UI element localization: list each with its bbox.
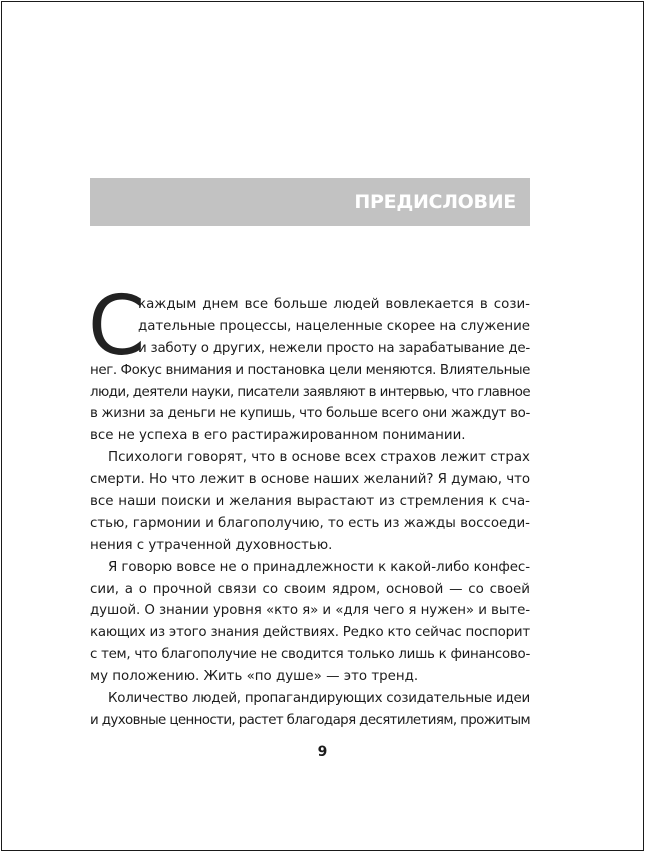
text-line: Количество людей, пропагандирующих созидательные идеи xyxy=(108,691,530,707)
text-line: стью, гармонии и благополучию, то есть из жажды воссоеди- xyxy=(90,515,530,531)
paragraph-3 xyxy=(90,557,530,688)
text-line: нения с утраченной духовностью. xyxy=(90,537,333,553)
book-page xyxy=(1,1,644,851)
text-line: душой. О знании уровня «кто я» и «для чего я нужен» и выте- xyxy=(90,603,530,619)
text-line: дательные процессы, нацеленные скорее на служение xyxy=(138,318,531,334)
body-text xyxy=(88,279,531,732)
text-line: и духовные ценности, растет благодаря десятилетиям, прожитым xyxy=(90,712,530,728)
text-line: каждым днем все больше людей вовлекается в сози- xyxy=(138,297,530,312)
page-number: 9 xyxy=(317,744,328,760)
chapter-header-bar xyxy=(90,178,530,226)
text-line: люди, деятели науки, писатели заявляют в интервью, что главное xyxy=(90,384,531,400)
text-line: кающих из этого знания действиях. Редко кто сейчас поспорит xyxy=(90,625,530,641)
text-line: в жизни за деньги не купишь, что больше всего они жаждут во- xyxy=(90,406,530,422)
text-line: нег. Фокус внимания и постановка цели меняются. Влиятельные xyxy=(90,362,530,378)
drop-cap: С xyxy=(88,279,146,374)
text-line: сии, а о прочной связи со своим ядром, основой — со своей xyxy=(90,581,530,597)
text-line: смерти. Но что лежит в основе наших желаний? Я думаю, что xyxy=(90,472,530,488)
text-line: с тем, что благополучие не сводится только лишь к финансово- xyxy=(90,647,531,663)
paragraph-4 xyxy=(90,688,530,732)
text-line: и заботу о других, нежели просто на зарабатывание де- xyxy=(138,340,530,356)
text-line: Я говорю вовсе не о принадлежности к какой-либо конфес- xyxy=(108,559,530,575)
text-line: му положению. Жить «по душе» — это тренд. xyxy=(90,669,419,685)
paragraph-1 xyxy=(88,279,531,447)
text-line: Психологи говорят, что в основе всех страхов лежит страх xyxy=(108,450,530,466)
text-line: все наши поиски и желания вырастают из стремления к сча- xyxy=(90,494,530,510)
paragraph-2 xyxy=(90,447,530,556)
chapter-title: ПРЕДИСЛОВИЕ xyxy=(354,191,516,213)
text-line: все не успеха в его растиражированном понимании. xyxy=(90,428,466,444)
